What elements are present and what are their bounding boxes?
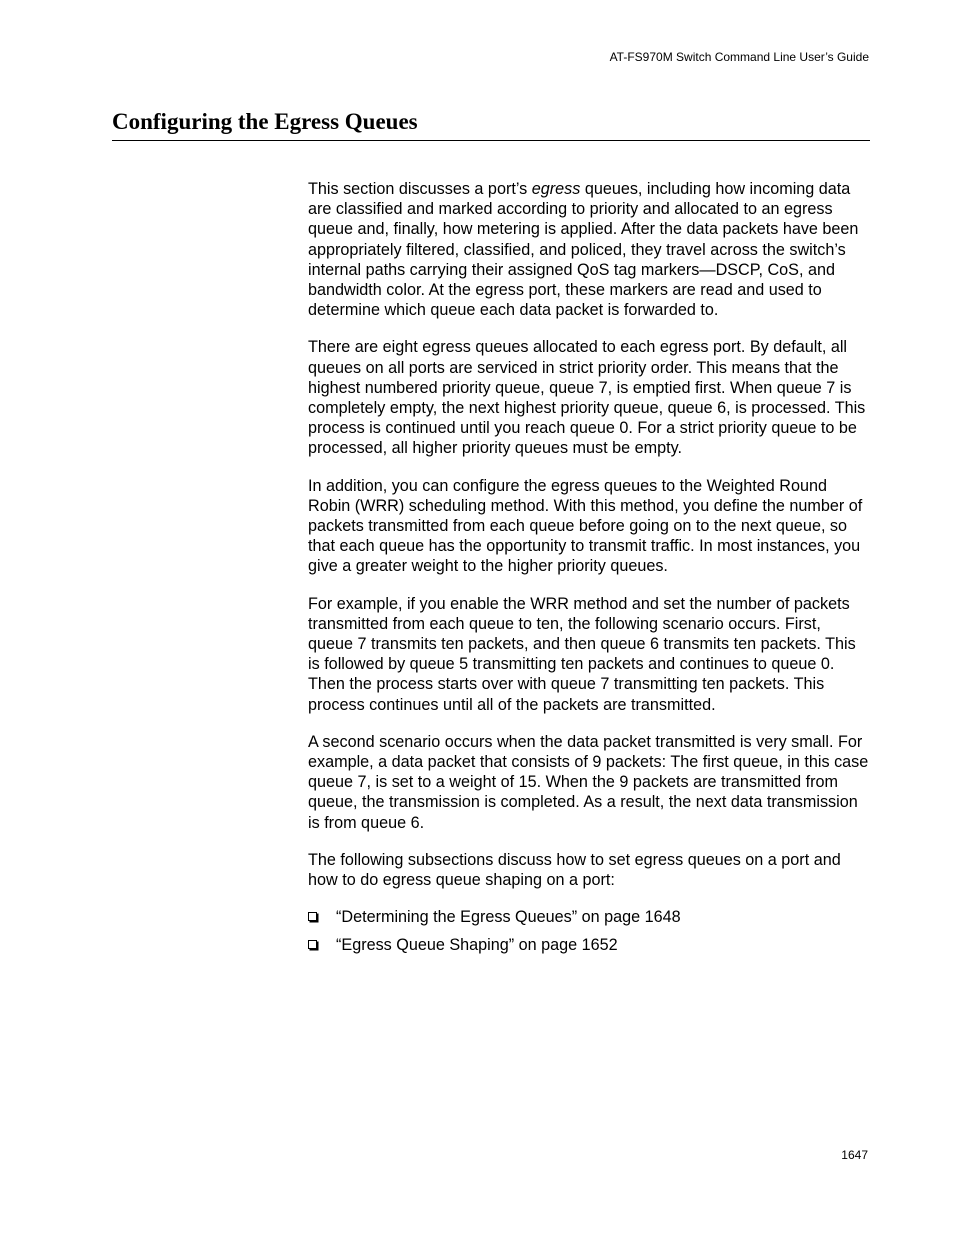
paragraph-strict-priority: There are eight egress queues allocated to each egress port. By default, all queues on all ports are serviced in strict priority order. This means that the highest numbered priority queue, queue 7, is emptied first. When queue 7 is completely empty, the next highest priority queue, queue 6, is processed. This process is continued until you reach queue 0. For a strict priority queue to be processed, all higher priority queues must be empty. xyxy=(308,338,866,458)
subsection-link-item[interactable] xyxy=(308,907,870,927)
paragraph-second-scenario: A second scenario occurs when the data packet transmitted is very small. For example, a data packet that consists of 9 packets: The first queue, in this case queue 7, is set to a weight of 15. When the 9 packets are transmitted from queue, the transmission is completed. As a result, the next data transmission is from queue 6. xyxy=(308,732,869,832)
paragraph-intro-rest: queues, including how incoming data are classified and marked according to priority and allocated to an egress queue and, finally, how metering is applied. After the data packets have been appropriately filtered, classified, and policed, they travel across the switch’s internal paths carrying their assigned QoS tag markers—DSCP, CoS, and bandwidth color. At the egress port, these markers are read and used to determine which queue each data packet is forwarded to. xyxy=(308,180,859,320)
subsection-link-determining-egress-queues[interactable]: “Determining the Egress Queues” on page 1648 xyxy=(336,908,681,927)
section-title: Configuring the Egress Queues xyxy=(112,109,418,134)
paragraph-intro-start: This section discusses a port’s xyxy=(308,180,532,198)
running-header: AT-FS970M Switch Command Line User’s Guide xyxy=(609,50,869,64)
paragraph-wrr: In addition, you can configure the egress queues to the Weighted Round Robin (WRR) scheduling method. With this method, you define the number of packets transmitted from each queue before going on to the next queue, so that each queue has the opportunity to transmit traffic. In most instances, you give a greater weight to the higher priority queues. xyxy=(308,476,863,576)
paragraph-wrr-example: For example, if you enable the WRR method and set the number of packets transmitted from each queue to ten, the following scenario occurs. First, queue 7 transmits ten packets, and then queue 6 transmits ten packets. This is followed by queue 5 transmitting ten packets and continues to queue 0. Then the process starts over with queue 7 transmitting ten packets. This process continues until all of the packets are transmitted. xyxy=(308,594,856,714)
subsection-link-egress-queue-shaping[interactable]: “Egress Queue Shaping” on page 1652 xyxy=(336,936,618,955)
body-content xyxy=(308,179,870,963)
subsection-link-list xyxy=(308,907,870,955)
paragraph-subsections-intro: The following subsections discuss how to set egress queues on a port and how to do egress queue shaping on a port: xyxy=(308,850,841,890)
checkbox-bullet-icon xyxy=(308,940,317,949)
paragraph-intro xyxy=(308,179,870,320)
checkbox-bullet-icon xyxy=(308,912,317,921)
subsection-link-item[interactable] xyxy=(308,935,870,955)
egress-emphasis: egress xyxy=(531,180,581,198)
page-number: 1647 xyxy=(841,1148,868,1162)
title-rule xyxy=(112,140,870,141)
